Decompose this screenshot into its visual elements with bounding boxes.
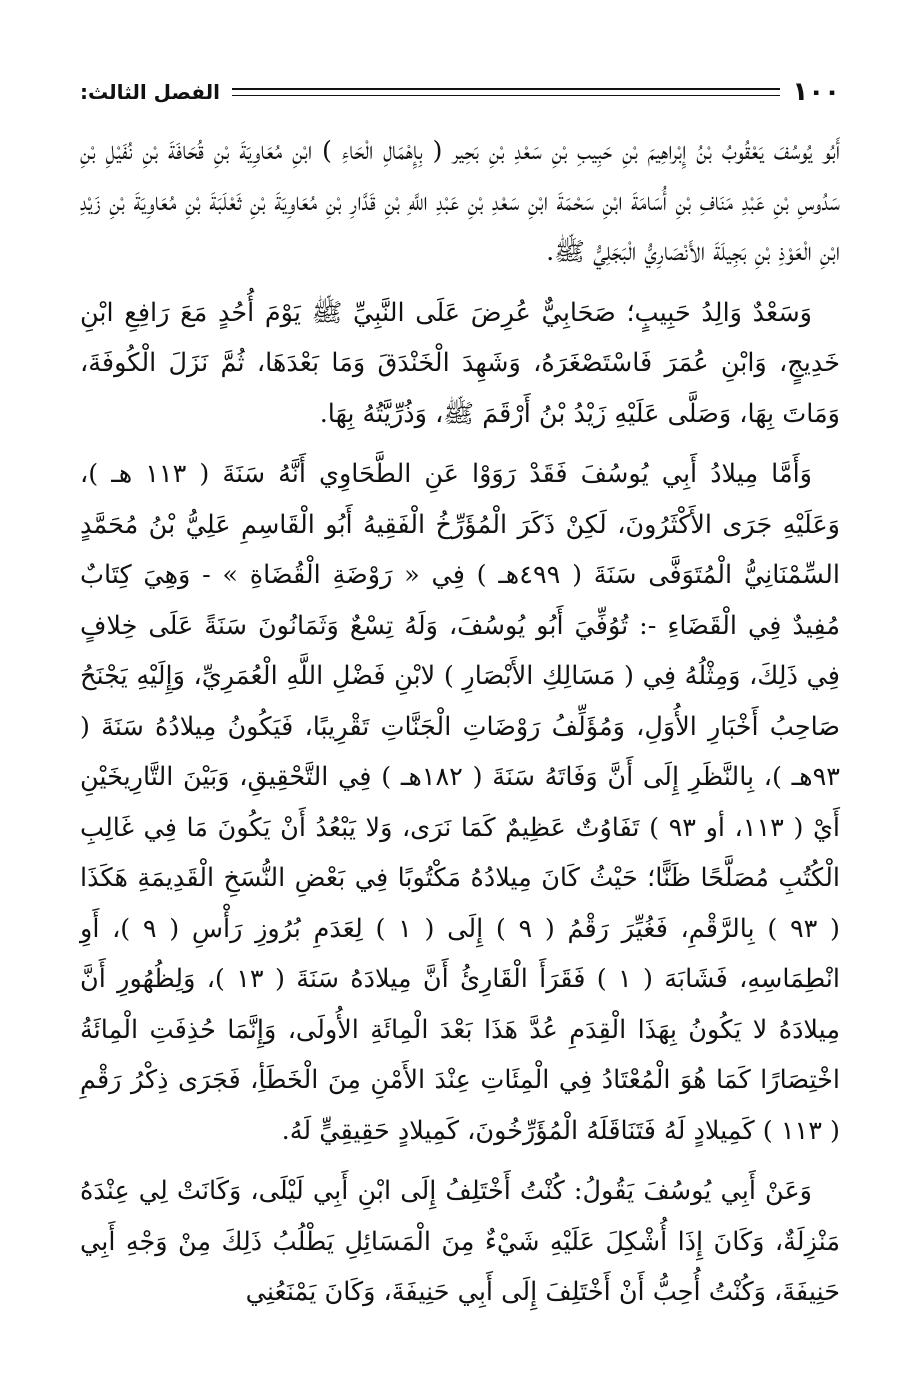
body-text — [80, 126, 840, 1318]
paragraph-ibn-abi-layla: وَعَنْ أَبِي يُوسُفَ يَقُولُ: كُنْتُ أَخْتَلِفُ إِلَى ابْنِ أَبِي لَيْلَى، وَكَانَتْ لِي عِنْدَهُ مَنْزِلَةٌ، وَكَانَ إِذَا أُشْكِلَ عَلَيْهِ شَيْءٌ مِنَ الْمَسَائِلِ يَطْلُبُ ذَلِكَ مِنْ وَجْهِ أَبِي حَنِيفَةَ، وَكُنْتُ أُحِبُّ أَنْ أَخْتَلِفَ إِلَى أَبِي حَنِيفَةَ، وَكَانَ يَمْنَعُنِي — [80, 1176, 840, 1307]
paragraph-saad: وَسَعْدٌ وَالِدُ حَبِيبٍ؛ صَحَابِيٌّ عُرِضَ عَلَى النَّبِيِّ ﷺ يَوْمَ أُحُدٍ مَعَ رَافِعِ ابْنِ خَدِيجٍ، وَابْنِ عُمَرَ فَاسْتَصْغَرَهُ، وَشَهِدَ الْخَنْدَقَ وَمَا بَعْدَهَا، ثُمَّ نَزَلَ الْكُوفَةَ، وَمَاتَ بِهَا، وَصَلَّى عَلَيْهِ زَيْدُ بْنُ أَرْقَمَ ﷺ، وَذُرِّيَّتُهُ بِهَا. — [80, 297, 840, 429]
page-header — [80, 72, 840, 112]
header-rule — [232, 88, 780, 96]
paragraph-lineage: أَبُو يُوسُفَ يَعْقُوبُ بْنُ إِبْراهِيمَ بْنِ حَبِيبِ بْنِ سَعْدِ بْنِ بَحِير ( بِإِهْمَالِ الْحَاءِ ) ابْنِ مُعَاوِيَةَ بْنِ قُحَافَةَ بْنِ نُفَيْلِ بْنِ سَدُوسِ بْنِ عَبْدِ مَنَافِ بْنِ أُسَامَةَ ابْنِ سَحْمَةَ ابْنِ سَعْدِ بْنِ عَبْدِ اللَّهِ بْنِ قَدَّارِ بْنِ مُعَاوِيَةَ بْنِ ثَعْلَبَةَ بْنِ مُعَاوِيَةَ بْنِ زَيْدِ ابْنِ الْعَوْذِ بْنِ بَجِيلَةَ الأَنْصَارِيُّ الْبَجَلِيُّ ﷺ. — [80, 136, 840, 267]
chapter-title: الفصل الثالث: — [80, 80, 220, 104]
page-number: ١٠٠ — [792, 77, 840, 107]
paragraph-birth-date: وَأَمَّا مِيلادُ أَبِي يُوسُفَ فَقَدْ رَوَوْا عَنِ الطَّحَاوِي أَنَّهُ سَنَةَ ( ١١٣ هـ )، وَعَلَيْهِ جَرَى الأَكْثَرُونَ، لَكِنْ ذَكَرَ الْمُؤَرِّخُ الْفَقِيهُ أَبُو الْقَاسِمِ عَلِيُّ بْنُ مُحَمَّدٍ السِّمْنَانِيُّ الْمُتَوَفَّى سَنَةَ ( ٤٩٩هـ ) فِي « رَوْضَةِ الْقُضَاةِ » - وَهِيَ كِتَابٌ مُفِيدٌ فِي الْقَضَاءِ -: تُوُفِّيَ أَبُو يُوسُفَ، وَلَهُ تِسْعٌ وَثَمَانُونَ سَنَةً عَلَى خِلافٍ فِي ذَلِكَ، وَمِثْلُهُ فِي ( مَسَالِكِ الأَبْصَارِ ) لابْنِ فَضْلِ اللَّهِ الْعُمَرِيِّ، وَإِلَيْهِ يَجْنَحُ صَاحِبُ أَخْبَارِ الأُوَلِ، وَمُؤَلِّفُ رَوْضَاتِ الْجَنَّاتِ تَقْرِيبًا، فَيَكُونُ مِيلادُهُ سَنَةَ ( ٩٣هـ )، بِالنَّظَرِ إِلَى أَنَّ وَفَاتَهُ سَنَةَ ( ١٨٢هـ ) فِي التَّحْقِيقِ، وَبَيْنَ التَّارِيخَيْنِ أَيْ ( ١١٣، أو ٩٣ ) تَفَاوُتٌ عَظِيمٌ كَمَا نَرَى، وَلا يَبْعُدُ أَنْ يَكُونَ مَا فِي غَالِبِ الْكُتُبِ مُصَلَّحًا ظَنًّا؛ حَيْثُ كَانَ مِيلادُهُ مَكْتُوبًا فِي بَعْضِ النُّسَخِ الْقَدِيمَةِ هَكَذَا ( ٩٣ ) بِالرَّقْمِ، فَغُيِّرَ رَقْمُ ( ٩ ) إِلَى ( ١ ) لِعَدَمِ بُرُوزِ رَأْسِ ( ٩ )، أَوِ انْطِمَاسِهِ، فَشَابَهَ ( ١ ) فَقَرَأَ الْقَارِئُ أَنَّ مِيلادَهُ سَنَةَ ( ١٣ )، وَلِظُهُورِ أَنَّ مِيلادَهُ لا يَكُونُ بِهَذَا الْقِدَمِ عُدَّ هَذَا بَعْدَ الْمِائَةِ الأُولَى، وَإِنَّمَا حُذِفَتِ الْمِائَةُ اخْتِصَارًا كَمَا هُوَ الْمُعْتَادُ فِي الْمِئَاتِ عِنْدَ الأَمْنِ مِنَ الْخَطَأِ، فَجَرَى ذِكْرُ رَقْمِ ( ١١٣ ) كَمِيلادٍ لَهُ فَتَنَاقَلَهُ الْمُؤَرِّخُونَ، كَمِيلادٍ حَقِيقِيٍّ لَهُ. — [80, 459, 840, 1146]
